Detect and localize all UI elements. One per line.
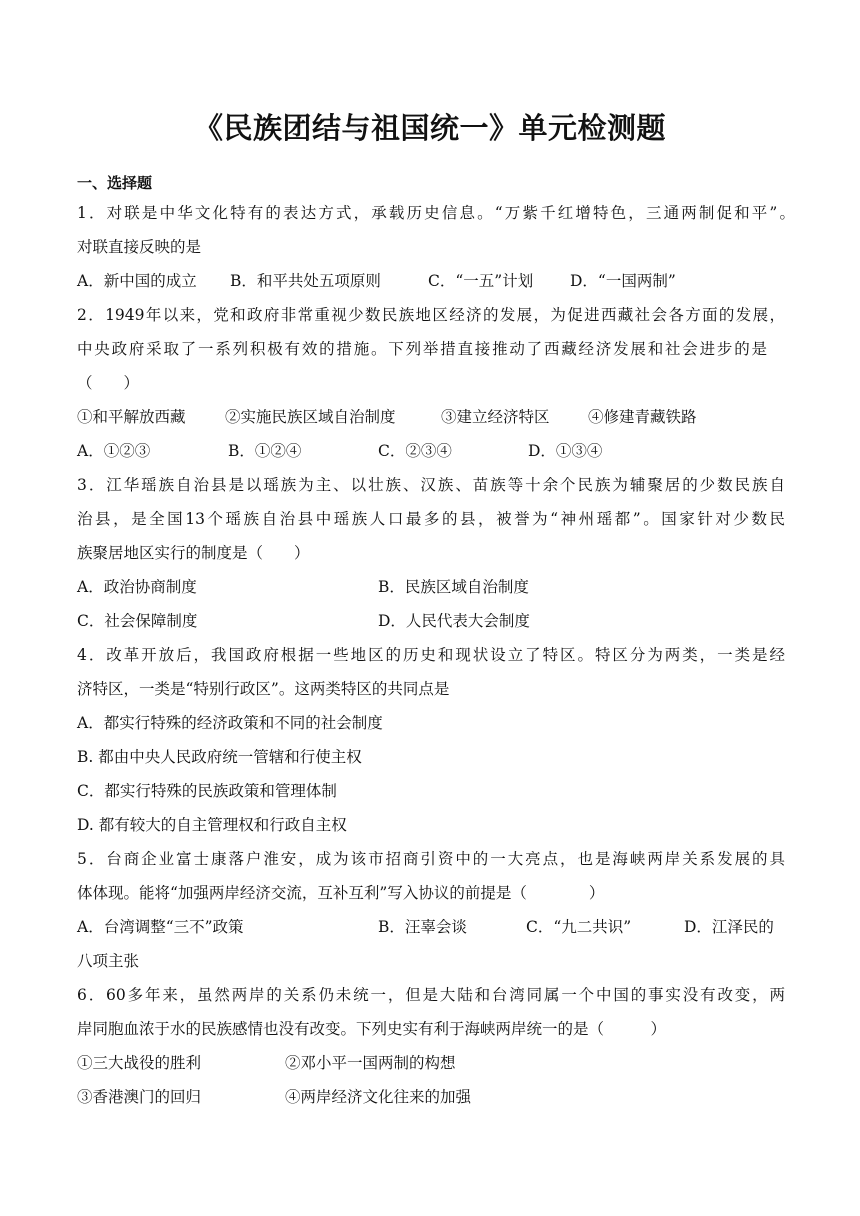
statement-item: ③建立经济特区 xyxy=(441,408,550,426)
page-title: 《民族团结与祖国统一》单元检测题 xyxy=(193,111,666,145)
exam-content xyxy=(77,170,795,1114)
question-text: 3．江华瑶族自治县是以瑶族为主、以壮族、汉族、苗族等十余个民族为辅聚居的少数民族自 xyxy=(77,476,785,494)
option-d: D. 都有较大的自主管理权和行政自主权 xyxy=(77,816,347,834)
question-text: 治县，是全国13个瑶族自治县中瑶族人口最多的县，被誉为“神州瑶都”。国家针对少数民 xyxy=(77,510,785,528)
statement-item: ④修建青藏铁路 xyxy=(588,408,697,426)
options-row xyxy=(77,910,785,944)
option-a: A．政治协商制度 xyxy=(77,578,197,596)
option-c: C．社会保障制度 xyxy=(77,612,198,630)
options-row xyxy=(77,604,785,638)
statement-items xyxy=(77,1080,785,1114)
section-heading: 一、选择题 xyxy=(77,174,153,192)
option-d-continued: 八项主张 xyxy=(77,952,140,970)
options-row xyxy=(77,264,785,298)
option-d: D．江泽民的 xyxy=(684,918,774,936)
statement-item: ③香港澳门的回归 xyxy=(77,1088,202,1106)
option-b: B．①②④ xyxy=(228,442,302,460)
option-b: B．民族区域自治制度 xyxy=(378,578,529,596)
statement-item: ②邓小平一国两制的构想 xyxy=(285,1054,456,1072)
option-a: A．都实行特殊的经济政策和不同的社会制度 xyxy=(77,714,383,732)
question-text: 岸同胞血浓于水的民族感情也没有改变。下列史实有利于海峡两岸统一的是（ ） xyxy=(77,1020,667,1038)
option-d: D．“一国两制” xyxy=(570,272,676,290)
question-text: 体体现。能将“加强两岸经济交流，互补互利”写入协议的前提是（ ） xyxy=(77,884,605,902)
question-2 xyxy=(77,298,785,468)
statement-items xyxy=(77,400,785,434)
question-6 xyxy=(77,978,785,1114)
question-3 xyxy=(77,468,785,638)
question-text: 1．对联是中华文化特有的表达方式，承载历史信息。“万紫千红增特色，三通两制促和平”。 xyxy=(77,204,795,222)
question-text: 对联直接反映的是 xyxy=(77,238,202,256)
question-text: 族聚居地区实行的制度是（ ） xyxy=(77,544,310,562)
question-text: 4．改革开放后，我国政府根据一些地区的历史和现状设立了特区。特区分为两类，一类是经 xyxy=(77,646,785,664)
option-c: C．“一五”计划 xyxy=(428,272,534,290)
answer-bracket: （ ） xyxy=(77,374,140,392)
statement-item: ②实施民族区域自治制度 xyxy=(225,408,396,426)
statement-item: ①和平解放西藏 xyxy=(77,408,186,426)
option-b: B．和平共处五项原则 xyxy=(230,272,381,290)
options-row xyxy=(77,434,785,468)
option-a: A．新中国的成立 xyxy=(77,272,197,290)
statement-item: ①三大战役的胜利 xyxy=(77,1054,202,1072)
option-b: B. 都由中央人民政府统一管辖和行使主权 xyxy=(77,748,362,766)
question-4 xyxy=(77,638,785,842)
option-b: B．汪辜会谈 xyxy=(378,918,467,936)
option-c: C．②③④ xyxy=(378,442,452,460)
question-text: 济特区，一类是“特别行政区”。这两类特区的共同点是 xyxy=(77,680,450,698)
question-text: 5．台商企业富士康落户淮安，成为该市招商引资中的一大亮点，也是海峡两岸关系发展的具 xyxy=(77,850,785,868)
question-text: 2．1949年以来，党和政府非常重视少数民族地区经济的发展，为促进西藏社会各方面的发展， xyxy=(77,306,785,324)
statement-item: ④两岸经济文化往来的加强 xyxy=(285,1088,472,1106)
option-d: D．人民代表大会制度 xyxy=(378,612,530,630)
question-text: 6．60多年来，虽然两岸的关系仍未统一，但是大陆和台湾同属一个中国的事实没有改变，两 xyxy=(77,986,785,1004)
question-1 xyxy=(77,196,795,298)
option-a: A．①②③ xyxy=(77,442,151,460)
option-c: C．都实行特殊的民族政策和管理体制 xyxy=(77,782,337,800)
option-a: A．台湾调整“三不”政策 xyxy=(77,918,244,936)
statement-items xyxy=(77,1046,785,1080)
options-row xyxy=(77,570,785,604)
question-text: 中央政府采取了一系列积极有效的措施。下列举措直接推动了西藏经济发展和社会进步的是 xyxy=(77,340,767,358)
question-5 xyxy=(77,842,785,978)
option-c: C．“九二共识” xyxy=(526,918,632,936)
option-d: D．①③④ xyxy=(528,442,603,460)
